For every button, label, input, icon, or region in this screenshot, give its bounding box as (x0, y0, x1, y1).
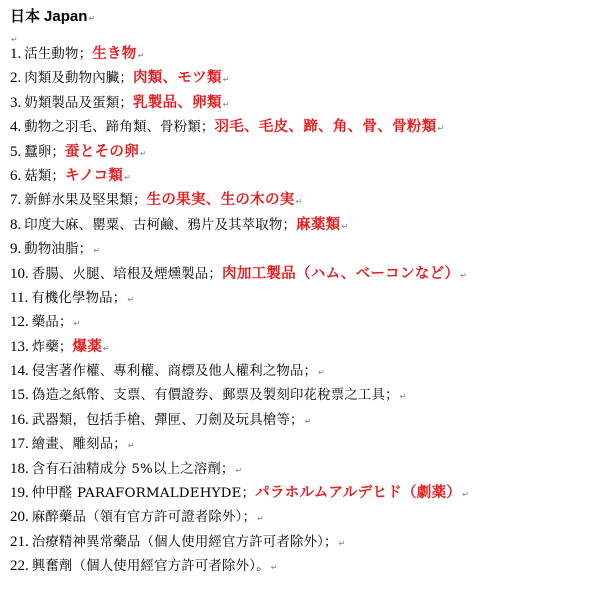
item-number: 7. (10, 192, 22, 209)
paragraph-mark-icon: ↵ (399, 392, 407, 402)
paragraph-mark-icon: ↵ (338, 538, 346, 548)
item-number: 9. (10, 241, 22, 258)
item-number: 14. (10, 363, 29, 380)
item-japanese-text: 羽毛、毛皮、蹄、角、骨、骨粉類 (214, 119, 437, 136)
item-chinese-text: 繪畫、雕刻品； (31, 437, 127, 453)
paragraph-mark-icon: ↵ (341, 221, 349, 231)
paragraph-mark-icon: ↵ (318, 368, 325, 378)
paragraph-mark-icon: ↵ (140, 148, 147, 158)
list-item (10, 505, 605, 529)
item-number: 6. (10, 167, 22, 184)
item-chinese-text: 仲甲醛 PARAFORMALDEHYDE； (31, 486, 256, 502)
item-chinese-text: 麻醉藥品（領有官方許可證者除外）； (31, 510, 257, 526)
item-chinese-text: 奶類製品及蛋類； (24, 95, 133, 111)
list-item (10, 91, 605, 115)
item-japanese-text: 蚕とその卵 (65, 143, 140, 160)
item-japanese-text: 麻薬類 (296, 216, 341, 233)
item-japanese-text: 乳製品、卵類 (132, 94, 222, 111)
list-item (10, 383, 605, 407)
list-item (10, 42, 605, 66)
list-item (10, 140, 605, 164)
item-chinese-text: 新鮮水果及堅果類； (24, 193, 147, 209)
item-chinese-text: 偽造之紙幣、支票、有價證券、郵票及製刻印花稅票之工具； (31, 388, 399, 404)
item-chinese-text: 侵害著作權、專利權、商標及他人權利之物品； (31, 364, 318, 380)
item-chinese-text: 蠶卵； (24, 144, 66, 160)
list-item (10, 481, 605, 505)
list-item (10, 188, 605, 212)
blank-paragraph (10, 27, 18, 44)
item-japanese-text: 生の果実、生の木の実 (146, 192, 295, 209)
item-number: 17. (10, 436, 29, 453)
paragraph-mark-icon: ↵ (11, 35, 18, 44)
document-title (10, 4, 95, 28)
list-item (10, 457, 605, 481)
title-english: Japan (44, 8, 88, 25)
item-japanese-text: パラホルムアルデヒド（劇薬） (255, 485, 462, 502)
item-number: 8. (10, 216, 22, 233)
paragraph-mark-icon: ↵ (222, 99, 230, 109)
item-number: 22. (10, 558, 29, 575)
item-chinese-text: 武器類，包括手槍、彈匣、刀劍及玩具槍等； (31, 412, 304, 428)
list-item (10, 432, 605, 456)
item-chinese-text: 興奮劑（個人使用經官方許可者除外）。 (31, 559, 270, 575)
item-japanese-text: キノコ類 (65, 167, 124, 184)
item-japanese-text: 肉加工製品（ハム、ベーコンなど） (222, 265, 460, 282)
list-item (10, 237, 605, 261)
item-japanese-text: 生き物 (92, 46, 137, 62)
item-chinese-text: 藥品； (31, 315, 73, 331)
list-item (10, 115, 605, 139)
item-number: 4. (10, 119, 22, 136)
paragraph-mark-icon: ↵ (73, 319, 81, 329)
item-chinese-text: 治療精神異常藥品（個人使用經官方許可者除外）； (31, 534, 338, 550)
item-number: 16. (10, 411, 29, 428)
prohibited-items-list (10, 42, 605, 579)
paragraph-mark-icon: ↵ (88, 14, 96, 23)
paragraph-mark-icon: ↵ (127, 294, 135, 304)
list-item (10, 286, 605, 310)
item-chinese-text: 含有石油精成分 5%以上之溶劑； (31, 461, 235, 477)
item-chinese-text: 印度大麻、罌粟、古柯鹼、鴉片及其萃取物； (24, 217, 297, 233)
item-number: 12. (10, 314, 29, 331)
item-number: 13. (10, 338, 29, 355)
item-chinese-text: 有機化學物品； (31, 290, 127, 306)
list-item (10, 66, 605, 90)
item-chinese-text: 肉類及動物內臟； (24, 71, 133, 87)
paragraph-mark-icon: ↵ (295, 197, 303, 207)
list-item (10, 213, 605, 237)
paragraph-mark-icon: ↵ (93, 246, 100, 256)
item-chinese-text: 香腸、火腿、培根及煙燻製品； (31, 266, 223, 282)
item-japanese-text: 肉類、モツ類 (132, 70, 222, 87)
item-number: 19. (10, 485, 29, 502)
list-item (10, 408, 605, 432)
list-item (10, 164, 605, 188)
paragraph-mark-icon: ↵ (304, 416, 312, 426)
item-number: 3. (10, 94, 22, 111)
paragraph-mark-icon: ↵ (235, 465, 243, 475)
paragraph-mark-icon: ↵ (270, 563, 278, 573)
item-chinese-text: 炸藥； (31, 339, 73, 355)
paragraph-mark-icon: ↵ (462, 490, 469, 500)
paragraph-mark-icon: ↵ (127, 441, 135, 451)
paragraph-mark-icon: ↵ (124, 172, 131, 182)
list-item (10, 359, 605, 383)
list-item (10, 335, 605, 359)
item-number: 15. (10, 387, 29, 404)
item-number: 18. (10, 460, 29, 477)
item-chinese-text: 活生動物； (24, 47, 93, 62)
item-chinese-text: 動物油脂； (24, 242, 93, 258)
list-item (10, 262, 605, 286)
item-number: 1. (10, 46, 22, 62)
item-number: 21. (10, 533, 29, 550)
item-number: 11. (10, 289, 29, 306)
paragraph-mark-icon: ↵ (222, 75, 230, 85)
list-item (10, 310, 605, 334)
item-number: 10. (10, 265, 29, 282)
paragraph-mark-icon: ↵ (137, 51, 145, 60)
paragraph-mark-icon: ↵ (103, 343, 110, 353)
item-chinese-text: 動物之羽毛、蹄角類、骨粉類； (24, 120, 215, 136)
paragraph-mark-icon: ↵ (437, 124, 445, 134)
item-japanese-text: 爆薬 (72, 338, 103, 355)
list-item (10, 530, 605, 554)
item-number: 2. (10, 70, 22, 87)
list-item (10, 554, 605, 578)
item-chinese-text: 菇類； (24, 168, 66, 184)
paragraph-mark-icon: ↵ (257, 514, 264, 524)
item-number: 5. (10, 143, 22, 160)
paragraph-mark-icon: ↵ (460, 270, 467, 280)
title-chinese: 日本 (10, 7, 41, 25)
item-number: 20. (10, 509, 29, 526)
